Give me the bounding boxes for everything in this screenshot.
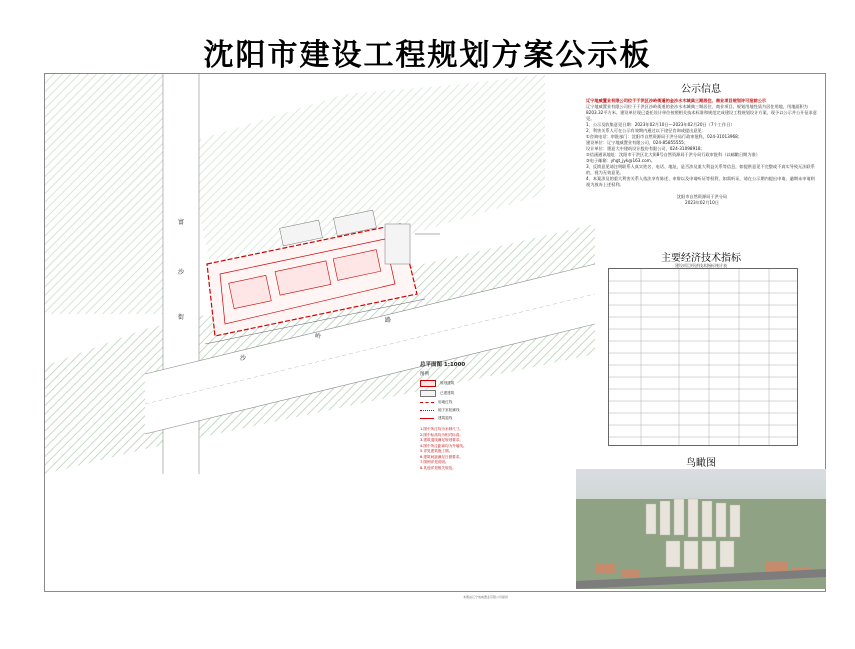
- street-west-label-3: 街: [178, 314, 185, 321]
- footnote: 本图由辽宁地威置业有限公司提供: [463, 595, 509, 599]
- aerial-rendering: [576, 469, 826, 589]
- notice-mail: ②信函通讯地址：沈阳市于洪区北大街8号自然资源局于洪分局行政审批科（以邮戳日期为准）: [586, 152, 760, 157]
- notice-signature: 沈阳市自然资源局于洪分局: [676, 194, 728, 199]
- right-column: [576, 74, 826, 591]
- page-title: 沈阳市建设工程规划方案公示板: [203, 38, 652, 73]
- legend-item-planned: 规划建筑: [440, 381, 455, 385]
- notice-heading: 公示信息: [681, 84, 721, 95]
- legend-item-basement: 地下室轮廓线: [438, 408, 460, 412]
- street-west-label-1: 富: [178, 219, 185, 226]
- notice-consult: ①咨询电话：审批部门：沈阳市自然资源局于洪分局行政审批科，024-31013968；: [586, 134, 743, 139]
- legend-swatch-basement: [420, 410, 434, 411]
- legend-swatch-redline: [420, 402, 434, 403]
- legend-swatch-existing: [420, 390, 436, 397]
- indicators-table-grid: [609, 269, 797, 445]
- note-3: 3.建筑退线满足规划要求。: [420, 438, 463, 442]
- notice-email: ③电子邮箱：yhgt_jyk@163.com。: [586, 158, 655, 163]
- indicators-heading: 主要经济技术指标: [661, 253, 741, 264]
- legend: [420, 360, 530, 570]
- notice-item-4: 4、本案涉及的重大利害关系人依法享有陈述、申辩以及申请听证等权利，如需听证，请在公示期内提出申请，逾期未申请则视为放弃上述权利。: [586, 176, 815, 187]
- aerial-view-image: [576, 469, 826, 649]
- note-7: 7.图例详见说明。: [420, 460, 449, 464]
- notice-designer: 设计单位：墨意大中建筑设计股份有限公司，024-31098918；: [586, 146, 705, 151]
- legend-item-redline: 用地红线: [438, 400, 453, 404]
- note-8: 8.其他详见相关规范。: [420, 465, 456, 470]
- note-6: 6.建筑间距满足日照要求。: [420, 454, 463, 459]
- notice-item-1: 1、公示及收集意见日期：2023年02月10日—2023年02月20日（7个工作日）: [586, 122, 735, 127]
- indicators-table: [608, 268, 798, 446]
- legend-swatch-setback: [420, 418, 434, 419]
- note-2: 2.图中标高均为相对标高。: [420, 432, 463, 437]
- legend-swatch-planned: [420, 380, 436, 387]
- notes-list: [420, 427, 530, 471]
- road-south-label-3: 路: [385, 317, 392, 324]
- note-5: 5.详见建筑施工图。: [420, 449, 453, 453]
- aerial-heading: 鸟瞰图: [686, 458, 716, 469]
- notice-date: 2023年02月10日: [685, 200, 719, 205]
- scale-label: 总平面图 1:1000: [420, 362, 466, 368]
- notice-item-3: 3、反馈意见请注明联系人真实姓名、电话、地址，是否涉及重大利益关系等信息，如提供意见不完整或不真实导致无法联系的，视为无效意见。: [586, 164, 815, 175]
- notice-subject: 辽宁地威置业有限公司位于于洪区沙岭街道的金沙水木城典三期居住、商业项目规划许可批前公示: [586, 98, 767, 103]
- notice-item-2: 2、利害关系人可在公示有效期内通过以下途径咨询或提出意见：: [586, 128, 706, 133]
- notice-intro: 辽宁地威置业有限公司位于于洪区沙岭街道的金沙水木城典三期居住、商业项目。规划用地性质为居住用地，用地面积为8203.32平方米。建设单位现已委托设计单位按照相关技术标准和规范完成建设工程规划设计方案，现予以公示并公开征求意见。: [586, 104, 817, 121]
- legend-item-setback: 建筑退线: [438, 416, 453, 420]
- green-belt-north: [45, 74, 165, 314]
- note-1: 1.图中所注均为米制尺寸。: [420, 427, 463, 431]
- notice-builder: 建设单位：辽宁地威置业有限公司，024-85855555；: [586, 140, 689, 145]
- indicators-subheading: 建设项目经济技术指标统计表: [675, 263, 727, 268]
- existing-building-3: [385, 224, 410, 264]
- legend-title: 图例: [420, 372, 429, 377]
- road-south-label-2: 岭: [315, 333, 322, 340]
- notice-body: [586, 98, 818, 206]
- street-west-label-2: 沙: [178, 269, 185, 276]
- note-4: 4.图中所注距离均为外墙线。: [420, 443, 467, 448]
- road-south-label-1: 沙: [240, 355, 247, 362]
- legend-item-existing: 已建建筑: [440, 391, 455, 395]
